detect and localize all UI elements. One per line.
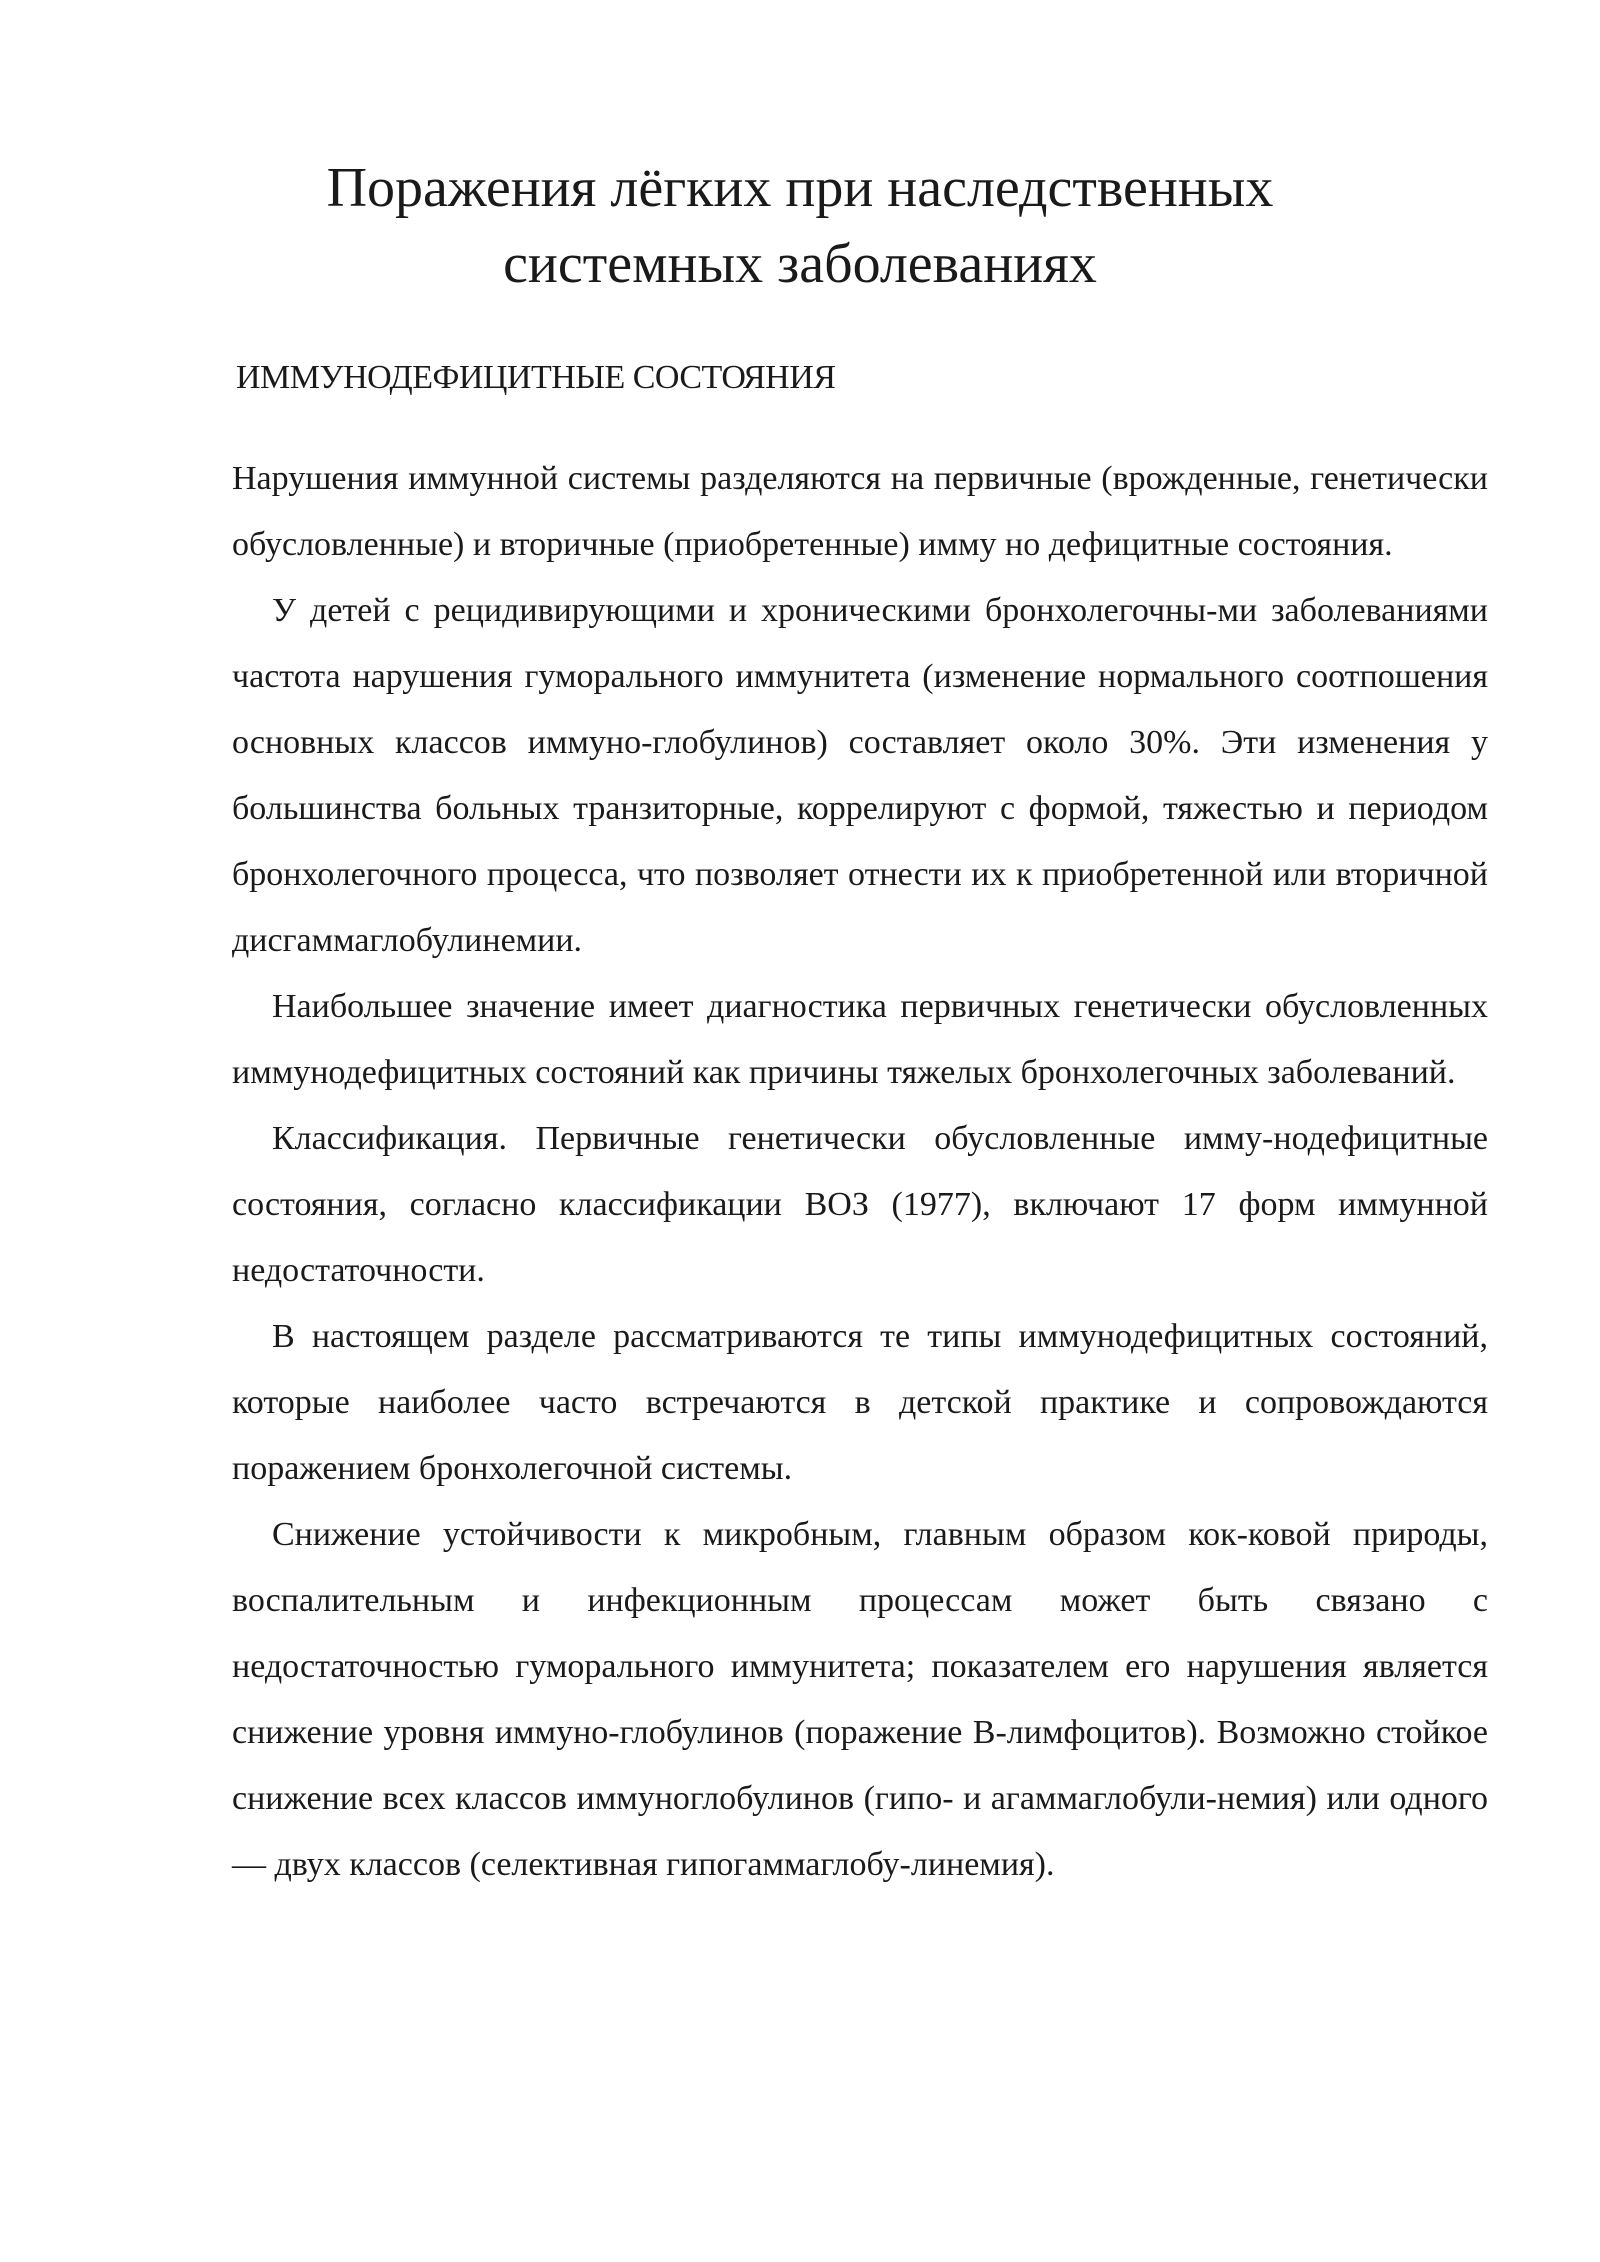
paragraph-4: Классификация. Первичные генетически обусловленные имму-нодефицитные состояния, согласно классификации ВОЗ (1977), включают 17 форм иммунной недостаточности. [232, 1120, 1488, 1289]
paragraph-2: У детей с рецидивирующими и хроническими бронхолегочны-ми заболеваниями частота нарушения гуморального иммунитета (изменение нормального соотпошения основных классов иммуно-глобулинов) составляет около 30%. Эти изменения у большинства больных транзиторные, коррелируют с формой, тяжестью и периодом бронхолегочного процесса, что позволяет отнести их к приобретенной или вторичной дисгаммаглобулинемии. [232, 592, 1488, 959]
paragraph-6: Снижение устойчивости к микробным, главным образом кок-ковой природы, воспалительным и инфекционным процессам может быть связано с недостаточностью гуморального иммунитета; показателем его нарушения является снижение уровня иммуно-глобулинов (поражение В-лимфоцитов). Возможно стойкое снижение всех классов иммуноглобулинов (гипо- и агаммаглобули-немия) или одного — двух классов (селективная гипогаммаглобу-линемия). [232, 1516, 1488, 1883]
body-text [232, 446, 1488, 1898]
paragraph-3: Наибольшее значение имеет диагностика первичных генетически обусловленных иммунодефицитных состояний как причины тяжелых бронхолегочных заболеваний. [232, 988, 1488, 1091]
section-heading: ИММУНОДЕФИЦИТНЫЕ СОСТОЯНИЯ [236, 359, 836, 396]
title-line-2: системных заболеваниях [503, 233, 1097, 295]
paragraph-5: В настоящем разделе рассматриваются те типы иммунодефицитных состояний, которые наиболее часто встречаются в детской практике и сопровождаются поражением бронхолегочной системы. [232, 1318, 1488, 1487]
paragraph-1: Нарушения иммунной системы разделяются на первичные (врожденные, генетически обусловленные) и вторичные (приобретенные) имму но дефицитные состояния. [232, 460, 1488, 563]
title-line-1: Поражения лёгких при наследственных [326, 157, 1274, 219]
document-title [0, 150, 1600, 302]
